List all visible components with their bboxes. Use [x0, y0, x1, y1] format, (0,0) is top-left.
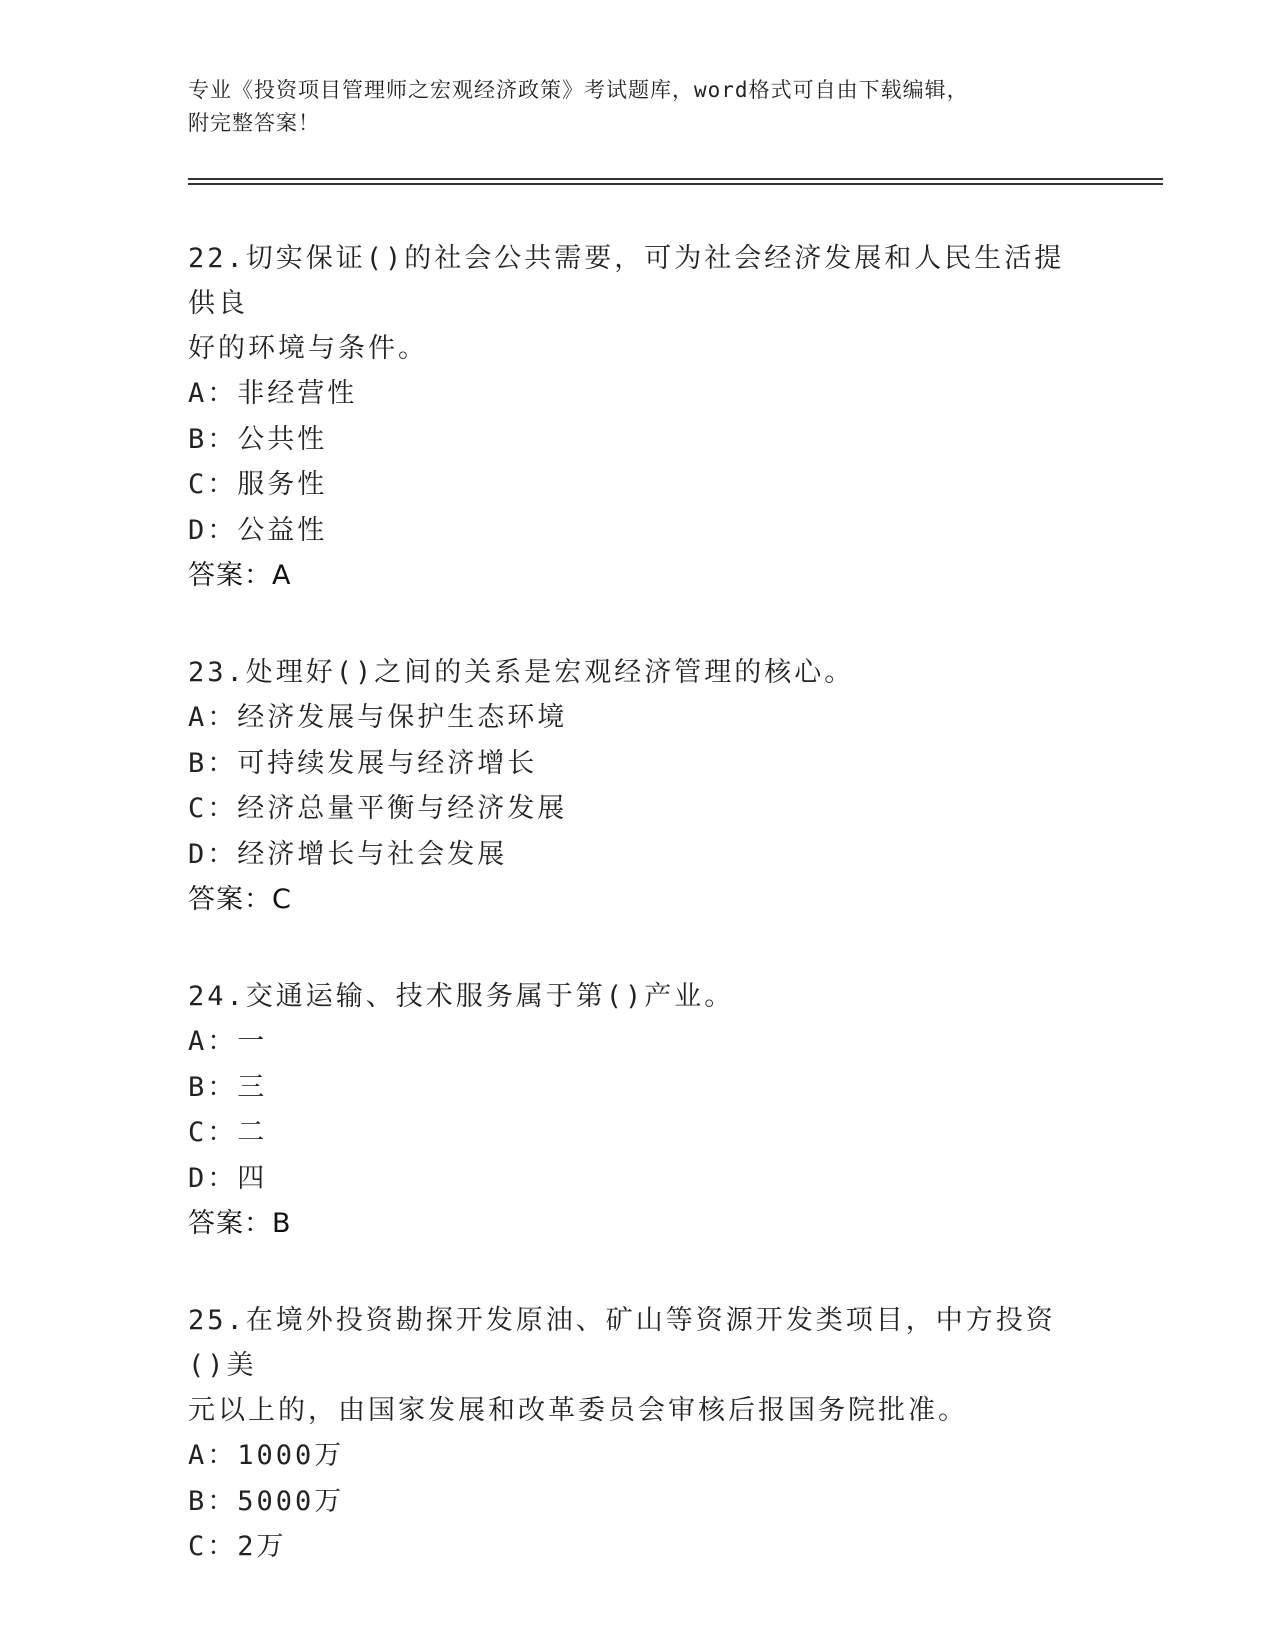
question-stem-line: 好的环境与条件。: [188, 333, 428, 364]
question-25: [188, 1298, 1088, 1570]
answer: 答案：A: [188, 560, 292, 591]
option-a: A：1000万: [188, 1440, 345, 1471]
header-rule-top: [188, 178, 1163, 180]
option-b: B：可持续发展与经济增长: [188, 747, 538, 779]
question-stem-line: 24.交通运输、技术服务属于第()产业。: [188, 981, 735, 1012]
option-c: C：经济总量平衡与经济发展: [188, 793, 568, 824]
question-stem: [188, 236, 1088, 371]
question-list: [188, 236, 1088, 1621]
header-line-2: 附完整答案！: [188, 111, 320, 135]
option-c: C：服务性: [188, 469, 328, 500]
option-c: C：二: [188, 1117, 268, 1148]
question-stem: [188, 1298, 1088, 1433]
question-stem-line: 25.在境外投资勘探开发原油、矿山等资源开发类项目，中方投资()美: [188, 1305, 1056, 1381]
question-stem-line: 元以上的，由国家发展和改革委员会审核后报国务院批准。: [188, 1395, 968, 1426]
option-a: A：非经营性: [188, 378, 358, 409]
option-d: D：四: [188, 1162, 268, 1194]
option-c: C：2万: [188, 1531, 287, 1562]
option-a: A：经济发展与保护生态环境: [188, 702, 568, 733]
question-stem-line: 22.切实保证()的社会公共需要，可为社会经济发展和人民生活提供良: [188, 243, 1065, 319]
question-stem: [188, 974, 1088, 1019]
question-22: [188, 236, 1088, 599]
answer: 答案：C: [188, 884, 292, 915]
option-d: D：公益性: [188, 514, 328, 546]
header-rule-bottom: [188, 183, 1163, 185]
option-b: B：公共性: [188, 423, 328, 455]
option-b: B：5000万: [188, 1485, 345, 1517]
question-24: [188, 974, 1088, 1247]
question-stem: [188, 650, 1088, 695]
answer: 答案：B: [188, 1208, 292, 1239]
document-header: [188, 74, 1088, 140]
option-b: B：三: [188, 1071, 268, 1103]
header-line-1: 专业《投资项目管理师之宏观经济政策》考试题库，word格式可自由下载编辑，: [188, 78, 969, 102]
question-stem-line: 23.处理好()之间的关系是宏观经济管理的核心。: [188, 657, 855, 688]
option-d: D：经济增长与社会发展: [188, 838, 508, 870]
question-23: [188, 650, 1088, 923]
option-a: A：一: [188, 1026, 268, 1057]
